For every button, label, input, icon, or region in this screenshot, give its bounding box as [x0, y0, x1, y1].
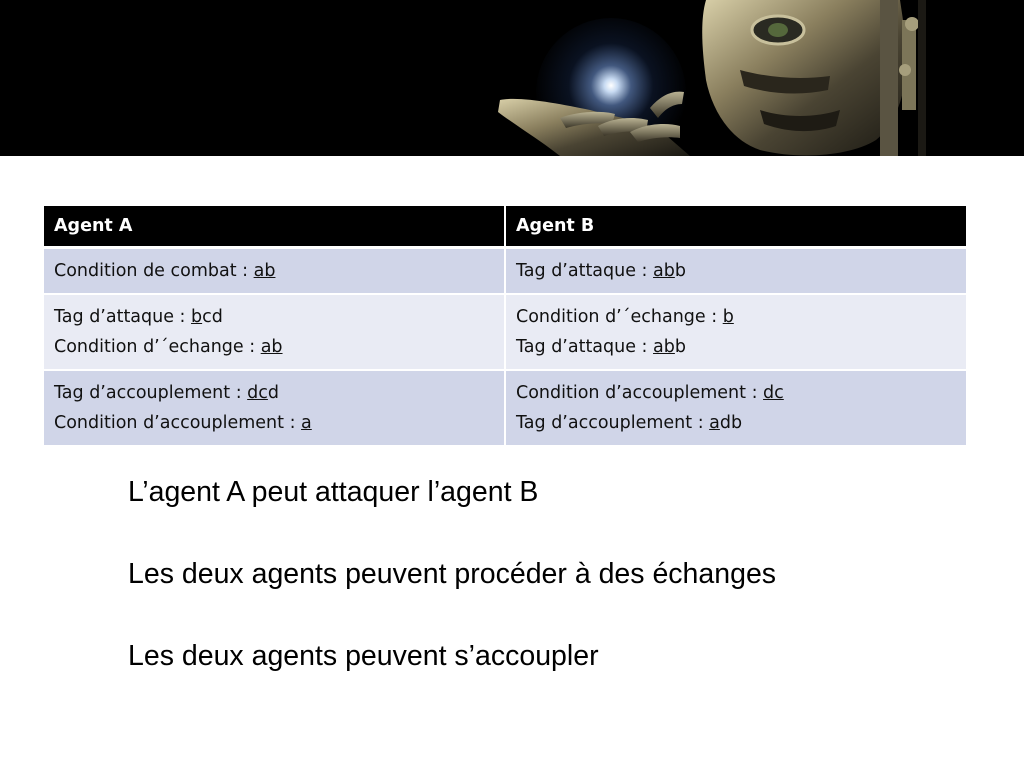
underlined-code: dc — [763, 383, 784, 403]
underlined-code: ab — [653, 261, 675, 281]
line-label: Tag d’attaque : — [516, 261, 654, 281]
line-label: Condition d’accouplement : — [54, 413, 302, 433]
line-label: Tag d’accouplement : — [516, 413, 710, 433]
code-rest: b — [674, 337, 686, 357]
table-cell-agent-a — [44, 370, 505, 446]
table-cell-agent-a — [44, 248, 505, 295]
line-label: Tag d’attaque : — [516, 337, 654, 357]
table-cell-agent-b — [505, 294, 966, 370]
statement-attack: L’agent A peut attaquer l’agent B — [128, 476, 539, 508]
line-label: Tag d’accouplement : — [54, 383, 248, 403]
underlined-code: b — [722, 307, 734, 327]
underlined-code: a — [301, 413, 312, 433]
underlined-code: ab — [260, 337, 283, 357]
cell-line — [54, 256, 494, 286]
underlined-code: a — [709, 413, 720, 433]
code-rest: d — [267, 383, 279, 403]
table-row — [44, 294, 966, 370]
line-label: Tag d’attaque : — [54, 307, 192, 327]
line-label: Condition de combat : — [54, 261, 254, 281]
table-header-row — [44, 206, 966, 248]
code-rest: db — [719, 413, 743, 433]
code-rest: cd — [202, 307, 223, 327]
line-label: Condition d’´echange : — [516, 307, 723, 327]
cell-line — [54, 408, 494, 438]
table-cell-agent-b — [505, 370, 966, 446]
underlined-code: ab — [253, 261, 276, 281]
table-row — [44, 248, 966, 295]
statement-mating: Les deux agents peuvent s’accoupler — [128, 640, 599, 672]
statement-exchange: Les deux agents peuvent procéder à des échanges — [128, 558, 777, 590]
table-cell-agent-b — [505, 248, 966, 295]
line-label: Condition d’accouplement : — [516, 383, 764, 403]
header-banner — [0, 0, 1024, 156]
underlined-code: dc — [247, 383, 268, 403]
underlined-code: ab — [653, 337, 675, 357]
cell-line — [516, 408, 956, 438]
agents-comparison-table — [44, 206, 966, 447]
table-row — [44, 370, 966, 446]
table-cell-agent-a — [44, 294, 505, 370]
cell-line — [54, 302, 494, 332]
underlined-code: b — [191, 307, 203, 327]
cell-line — [54, 378, 494, 408]
cell-line — [54, 332, 494, 362]
conclusions — [128, 474, 988, 720]
header-agent-a: Agent A — [44, 206, 505, 248]
cell-line — [516, 332, 956, 362]
cell-line — [516, 256, 956, 286]
cell-line — [516, 378, 956, 408]
robot-illustration — [0, 0, 1024, 156]
cell-line — [516, 302, 956, 332]
header-agent-b: Agent B — [505, 206, 966, 248]
code-rest: b — [674, 261, 686, 281]
line-label: Condition d’´echange : — [54, 337, 261, 357]
